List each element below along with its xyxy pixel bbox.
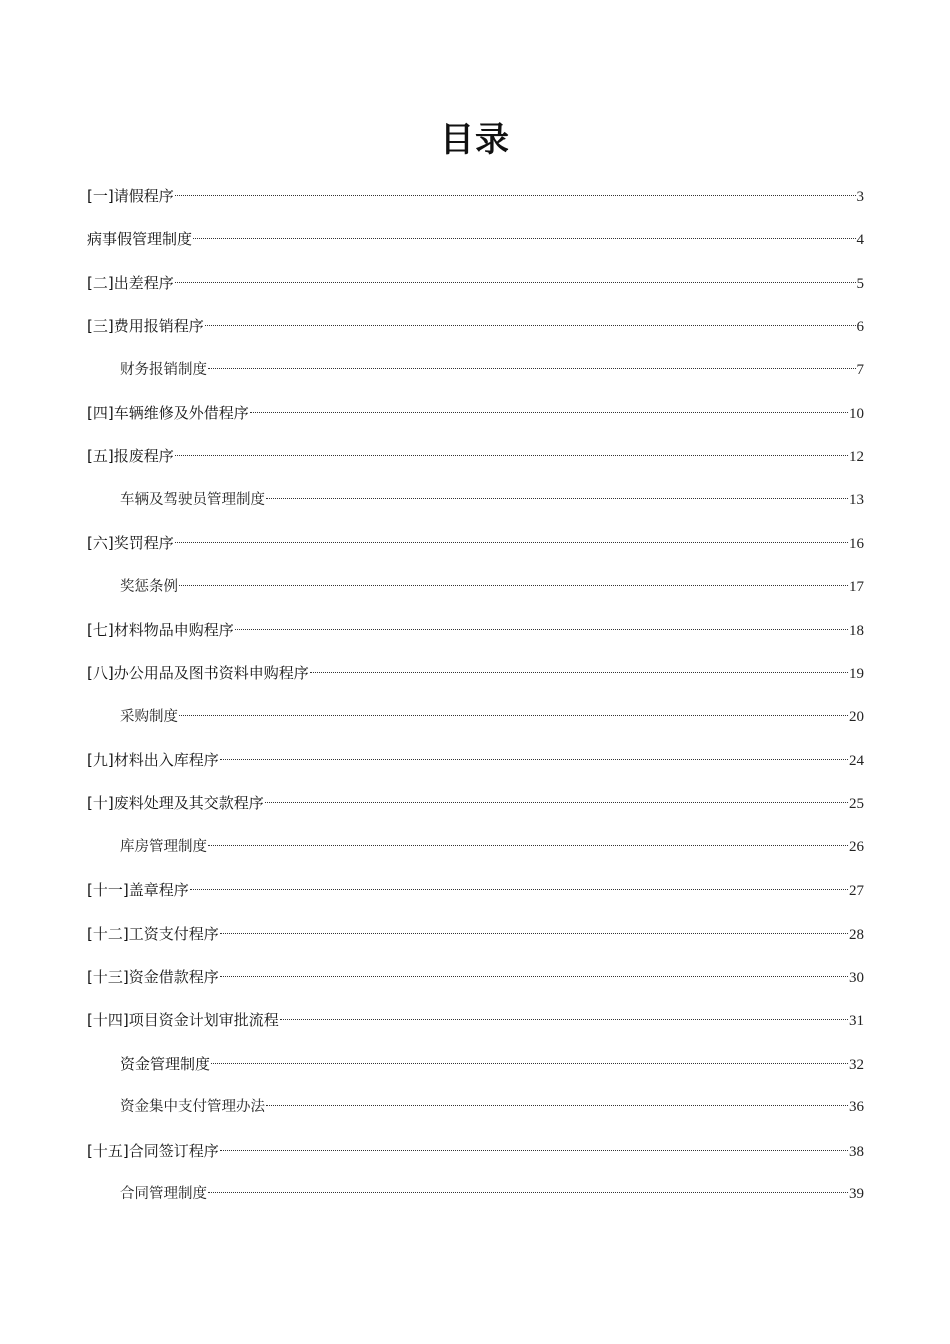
toc-entry-page: 30: [849, 970, 864, 987]
dot-leader: [220, 1150, 848, 1151]
dot-leader: [208, 845, 848, 846]
toc-entry[interactable]: [87, 876, 864, 919]
toc-entry-label: [二]出差程序: [87, 273, 174, 292]
toc-subentry[interactable]: [87, 356, 864, 399]
dot-leader: [179, 715, 848, 716]
toc-entry-label: 财务报销制度: [120, 361, 207, 378]
toc-entry-label: 资金集中支付管理办法: [120, 1099, 265, 1116]
toc-entry-page: 17: [849, 578, 864, 595]
toc-entry-page: 10: [849, 405, 864, 422]
toc-entry[interactable]: [87, 399, 864, 442]
toc-entry[interactable]: [87, 312, 864, 355]
dot-leader: [220, 976, 848, 977]
toc-entry-label: [六]奖罚程序: [87, 534, 174, 553]
toc-entry[interactable]: [87, 182, 864, 225]
dot-leader: [175, 455, 848, 456]
toc-entry-page: 27: [849, 883, 864, 900]
toc-entry-page: 7: [856, 361, 864, 378]
dot-leader: [220, 759, 848, 760]
dot-leader: [266, 498, 848, 499]
toc-entry-label: [九]材料出入库程序: [87, 751, 219, 770]
toc-entry[interactable]: [87, 225, 864, 268]
toc-entry-page: 39: [849, 1185, 864, 1202]
toc-entry-page: 3: [856, 189, 864, 205]
toc-subentry[interactable]: [87, 486, 864, 529]
toc-entry-label: [十二]工资支付程序: [87, 924, 219, 943]
toc-entry-label: 采购制度: [120, 708, 178, 725]
toc-subentry[interactable]: [87, 1180, 864, 1223]
toc-entry-label: [十五]合同签订程序: [87, 1141, 219, 1160]
toc-title: 目录: [440, 120, 510, 160]
dot-leader: [211, 1063, 848, 1064]
dot-leader: [175, 195, 856, 196]
toc-entry-label: [十四]项目资金计划审批流程: [87, 1011, 279, 1030]
toc-entry-page: 24: [849, 753, 864, 770]
toc-entry-page: 5: [856, 275, 864, 292]
dot-leader: [280, 1019, 848, 1020]
toc-entry-page: 36: [849, 1099, 864, 1116]
toc-entry-page: 12: [849, 449, 864, 466]
dot-leader: [220, 933, 848, 934]
toc-entry-label: 合同管理制度: [120, 1185, 207, 1202]
toc-entry[interactable]: [87, 963, 864, 1006]
dot-leader: [193, 238, 855, 239]
toc-entry-page: 6: [856, 319, 864, 336]
dot-leader: [205, 325, 856, 326]
toc-entry-label: 病事假管理制度: [87, 230, 193, 249]
toc-entry[interactable]: [87, 1006, 864, 1049]
toc-entry-label: 车辆及驾驶员管理制度: [120, 491, 265, 508]
toc-entry[interactable]: [87, 269, 864, 312]
toc-subentry[interactable]: [87, 833, 864, 876]
toc-entry-label: [十三]资金借款程序: [87, 968, 219, 987]
dot-leader: [310, 672, 848, 673]
toc-entry-page: 32: [849, 1056, 864, 1073]
toc-entry-label: [三]费用报销程序: [87, 317, 204, 336]
toc-entry[interactable]: [87, 616, 864, 659]
toc-entry-page: 18: [849, 622, 864, 639]
toc-entry-page: 16: [849, 536, 864, 553]
toc-entry-label: [十]废料处理及其交款程序: [87, 794, 264, 813]
toc-entry-label: [五]报废程序: [87, 447, 174, 466]
toc-entry-page: 31: [849, 1013, 864, 1030]
toc-entry[interactable]: [87, 442, 864, 485]
toc-entry-page: 25: [849, 796, 864, 813]
toc-subentry[interactable]: [87, 1093, 864, 1136]
toc-subentry[interactable]: [87, 1050, 864, 1093]
dot-leader: [265, 802, 848, 803]
toc-entry-page: 28: [849, 926, 864, 943]
dot-leader: [208, 1192, 848, 1193]
toc-entry-label: 奖惩条例: [120, 578, 178, 595]
dot-leader: [266, 1105, 848, 1106]
toc-entry[interactable]: [87, 529, 864, 572]
dot-leader: [175, 282, 856, 283]
toc-subentry[interactable]: [87, 573, 864, 616]
dot-leader: [235, 629, 848, 630]
dot-leader: [179, 585, 848, 586]
toc-entry-page: 38: [849, 1143, 864, 1160]
toc-entry[interactable]: [87, 659, 864, 702]
toc-entry-label: [七]材料物品申购程序: [87, 620, 234, 639]
toc-entry[interactable]: [87, 746, 864, 789]
toc-entry-page: 26: [849, 838, 864, 855]
toc-entry[interactable]: [87, 1137, 864, 1180]
dot-leader: [208, 368, 856, 369]
toc-entry-page: 20: [849, 708, 864, 725]
table-of-contents: [87, 182, 864, 1223]
toc-entry-label: [四]车辆维修及外借程序: [87, 403, 249, 422]
toc-subentry[interactable]: [87, 703, 864, 746]
toc-entry-label: [十一]盖章程序: [87, 881, 189, 900]
toc-entry-label: 库房管理制度: [120, 838, 207, 855]
toc-entry-label: [一]请假程序: [87, 187, 174, 205]
dot-leader: [250, 412, 848, 413]
toc-entry-page: 4: [856, 232, 864, 249]
toc-entry-label: [八]办公用品及图书资料申购程序: [87, 664, 309, 683]
dot-leader: [175, 542, 848, 543]
toc-entry[interactable]: [87, 920, 864, 963]
toc-entry-page: 13: [849, 491, 864, 508]
dot-leader: [190, 889, 848, 890]
toc-entry[interactable]: [87, 789, 864, 832]
toc-entry-page: 19: [849, 666, 864, 683]
toc-entry-label: 资金管理制度: [120, 1054, 211, 1073]
